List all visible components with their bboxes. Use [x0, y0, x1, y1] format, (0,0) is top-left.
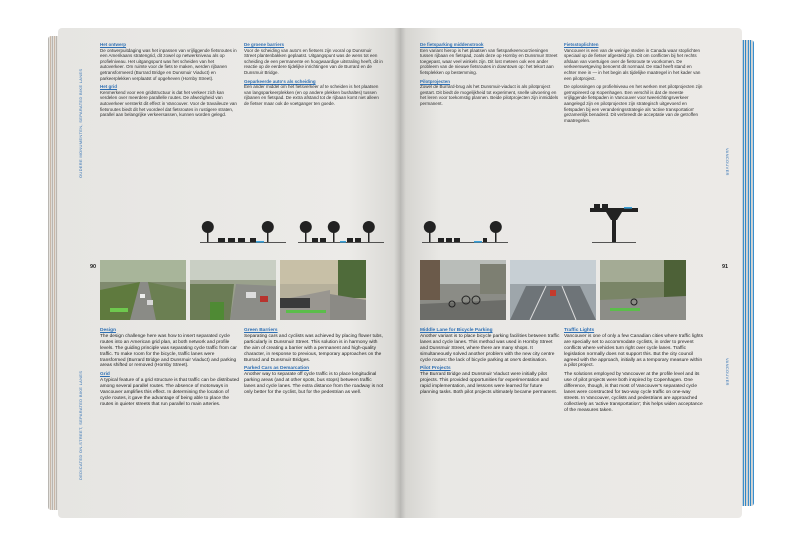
heading: Het ontwerp — [100, 42, 127, 47]
heading: Parked Cars as Demarcation — [244, 366, 310, 372]
paragraph: Vancouver is een van de weinige steden in Canada waar stoplichten speciaal op de fietser afgesteld zijn. Dit om conflicten bij het rechts afslaan van voertuigen over de fietsroute te voorkomen. De verkeerswetgeving benoemt dit normaal. De stad heeft stand en echter mee in — in het begin als tijdelijke maatregel in het kader van een pilotproject. — [564, 47, 701, 81]
heading: De groene barriers — [244, 42, 285, 47]
paragraph: Vancouver is one of only a few Canadian cities where traffic lights are specially set to accommodate cyclists, in order to prevent conflicts where vehicles turn right over cycle lanes. Traffic legislation normally does not support this. But the city council agreed with the approach, initially as a temporary measure within a pilot project. — [564, 333, 704, 369]
paragraph: Kenmerkend voor een gridstructuur is dat het verkeer zich kan verdelen over meerdere parallelle routes. De afwezigheid van autoverkeer versterkt dit effect in Vancouver. Voor de travaileuze van fietsroutes biedt dit het voordeel dat fietsroutes in rustigere straten, parallel aan belangrijke verkeersassen, kunnen worden gelegd. — [100, 89, 237, 118]
english-column-3 — [420, 328, 560, 396]
heading: Pilot Projects — [420, 366, 451, 372]
tree-icon — [262, 221, 274, 242]
left-page — [58, 28, 400, 518]
photo-dunsmuir-street — [190, 260, 276, 320]
heading: De fietsparking middenstrook — [420, 42, 484, 47]
side-label-right-bottom: VANCOUVER — [725, 358, 730, 386]
heading: Green Barriers — [244, 328, 278, 333]
tree-icon — [300, 221, 312, 242]
heading: Fietsstoplichten — [564, 42, 599, 47]
tree-icon — [328, 221, 340, 242]
street-profile-diagram-3 — [420, 210, 510, 252]
side-label-left-bottom: DEDICATED ON-STREET, SEPARATED BIKE LANES — [78, 370, 83, 480]
paragraph: Voor de scheiding van auto's en fietsers zijn vooral op Dunsmuir Street plantenbakken geplaatst. Uitgangspunt was de wens tot een scheiding de een permanente en hoogwaardige uitstraling heeft, dit in reactie op de eerdere tijdelijke inrichtingen van de Burrard en de Dunsmuir Bridge. — [244, 47, 383, 75]
photo-parked-cars — [280, 260, 366, 320]
tree-icon — [490, 221, 502, 242]
book-spine-shadow — [394, 28, 406, 518]
dutch-column-4 — [564, 42, 704, 123]
paragraph: A typical feature of a grid structure is that traffic can be distributed among several parallel routes. The absence of motorways in Vancouver amplifies this effect. In determining the location of cycle routes, it gave the advantage of being able to place the routes in quieter streets that run parallel to main arteries. — [100, 378, 240, 407]
heading: Design — [100, 328, 116, 333]
dutch-column-1 — [100, 42, 240, 118]
heading: Middle Lane for Bicycle Parking — [420, 328, 493, 333]
photo-traffic-lights — [600, 260, 686, 320]
paragraph: Zowel de Burrard-brug als het Dunsmuir-viaduct is als pilotproject gestart. Dit biedt de mogelijkheid tot experiment, snelle uitvoering en het leren voor toekomstig plannen. Beide pilotprojecten zijn inmiddels permanent. — [420, 84, 559, 106]
photo-hornby-street — [100, 260, 186, 320]
english-column-2 — [244, 328, 384, 396]
heading: Traffic Lights — [564, 328, 595, 333]
open-book — [48, 22, 754, 524]
english-column-4 — [564, 328, 704, 414]
viaduct-profile-diagram — [584, 198, 644, 254]
paragraph: Separating cars and cyclists was achieved by placing flower tubs, particularly in Dunsmuir Street. This solution is in harmony with the aim of creating a barrier with a permanent and high-quality character, in response to previous, temporary approaches on the Burrard and Dunsmuir Bridges. — [244, 333, 383, 363]
dutch-column-3 — [420, 42, 560, 107]
tree-icon — [202, 221, 214, 242]
side-label-right-top: VANCOUVER — [725, 148, 730, 176]
paragraph: De oplossingen op profielniveau en het werken met pilotprojecten zijn geïnspireerd op Kopenhagen. Een verschil is dat de meeste vrijliggende fietspaden in Vancouver voor tweerichtingsverkeer aangelegd zijn en pilotprojecten zijn strategisch uitgevoerd en fietspaden bij een veranderingsstrategie als 'active transportation' gezamenlijk benaderd. Dit verbreedt de acceptatie van de getroffen maatregelen. — [564, 84, 703, 123]
heading: Geparkeerde auto's als scheiding — [244, 78, 316, 84]
photo-bicycle-parking — [420, 260, 506, 320]
heading: Pilotprojecten — [420, 78, 451, 84]
street-profile-diagram-1 — [198, 210, 288, 252]
page-edges-right — [740, 40, 754, 506]
side-label-left-top: OUDERE MONUMENTEN, SEPARATED BIKE LANES — [78, 68, 83, 178]
paragraph: Een variant hierop is het plaatsen van fietsparkeervoorzieningen tussen rijbaan en fietspad, zoals deze op Hornby en Dunsmuir Street toegepast, waar veel winkels zijn. Dit lost meteen ook een ander probleem van de nieuwe fietsroutes in downtown op: het tekort aan fietsplekken op bestemming. — [420, 47, 558, 75]
paragraph: The design challenge here was how to insert separated cycle routes into an American grid plan, at both network and profile levels. The guiding principle was separating cycle traffic from car traffic. To make room for the bicycle, traffic lanes were transformed (Burrard Bridge and Dunsmuir Viaduct) and parking areas shifted or removed (Hornby Street). — [100, 333, 237, 369]
dutch-column-2 — [244, 42, 384, 107]
paragraph: Een ander middel om het fietsverkeer af te scheiden is het plaatsen van langsparkeerplekken (en op andere plekken bushaltes) tussen rijbanen en fietspad. De extra afstand tot de rijbaan komt niet alleen de fietser maar ook de voetganger ten goede. — [244, 84, 379, 106]
paragraph: De ontwerpuitdaging was het inpassen van vrijliggende fietsroutes in een Amerikaans stratengrid, dit zowel op netwerkniveau als op profielniveau. Het uitgangspunt was het scheiden van het autoverkeer. Om ruimte voor de fiets te maken, werden rijbanen getransformeerd (Burrard Bridge en Dunsmuir Viaduct) en parkeerplekken verplaatst of opgeheven (Hornby Street). — [100, 47, 237, 81]
tree-icon — [363, 221, 375, 242]
paragraph: The solutions employed by Vancouver at the profile level and its use of pilot projects were both inspired by Copenhagen. One difference, though, is that most of Vancouver's separated cycle lanes were constructed for two-way cycle traffic on one-way streets. In Vancouver, cyclists and pedestrians are approached collectively as 'active transportation'; this helps widen acceptance of the measures taken. — [564, 372, 703, 413]
english-column-1 — [100, 328, 240, 408]
paragraph: Another way to separate off cycle traffic is to place longitudinal parking areas (and at other spots, bus stops) between traffic lanes and cycle lanes. The extra distance from the roadway is not only better for the cyclist, but for the pedestrian as well. — [244, 372, 384, 396]
heading: Het grid — [100, 84, 118, 90]
page-number-left: 90 — [90, 264, 97, 270]
paragraph: Another variant is to place bicycle parking facilities between traffic lanes and cycle lanes. This method was used in Hornby Street and Dunsmuir Street, where there are many shops. It simultaneously solved another problem with the new city centre cycle routes: the lack of bicycle parking at one's destination. — [420, 333, 560, 363]
heading: Grid — [100, 372, 110, 378]
right-page — [400, 28, 742, 518]
tree-icon — [424, 221, 436, 242]
photo-burrard-bridge — [510, 260, 596, 320]
paragraph: The Burrard Bridge and Dunsmuir Viaduct were initially pilot projects. This provided opportunities for experimentation and rapid implementation, and lessons were learned for future planning tasks. Both pilot projects ultimately became permanent. — [420, 372, 558, 396]
page-number-right: 91 — [722, 264, 729, 270]
street-profile-diagram-2 — [296, 210, 386, 252]
